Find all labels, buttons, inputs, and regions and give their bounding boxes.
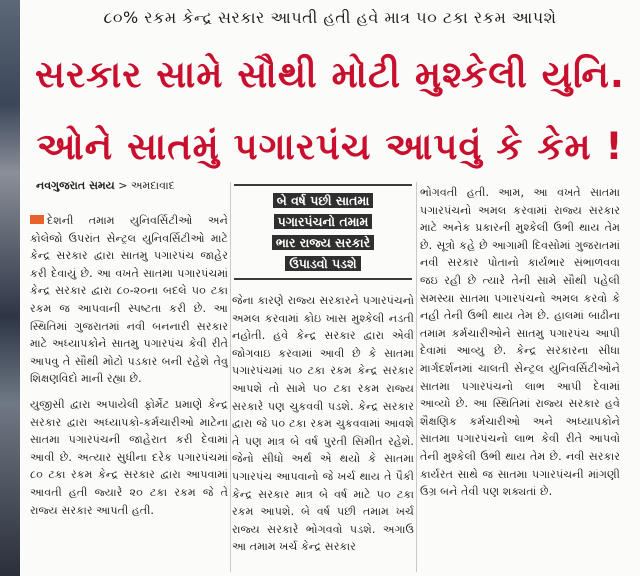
paragraph: યુજીસી દ્વારા અપાયેલી ફોર્મેટ પ્રમાણે કેન્દ્ર સરકાર દ્વારા અધ્યાપકો-કર્મચારીઓ માટેના સાતમા પગારપંચની જાહેરાત કરી દેવામાં આવી છે. અત્યાર સુધીના દરેક પગારપંચમાં ૮૦ ટકા રકમ કેન્દ્ર સરકાર દ્વારા આપવામાં આવતી હતી જ્યારે ૨૦ ટકા રકમ જે તે રાજ્ય સરકાર આપતી હતી.	[30, 397, 228, 517]
kicker-line: ૮૦% રકમ કેન્દ્ર સરકાર આપતી હતી હવે માત્ર ૫૦ ટકા રકમ આપશે	[103, 8, 557, 27]
pull-quote	[234, 184, 412, 280]
paragraph: દેશની તમામ યુનિવર્સિટીઓ અને કોલેજો ઉપરાંત સેન્ટ્રલ યુનિવર્સિટીઓ માટે કેન્દ્ર સરકાર દ્વારા સાતમુ પગારપંચ જાહેર કરી દેવાયું છે. આ વખતે સાતમા પગારપંચમાં કેન્દ્ર સરકાર દ્વારા ૮૦-૨૦ના બદલે ૫૦ ટકા રકમ જ આપવાની સ્પષ્ટતા કરી છે. આ સ્થિતિમાં ગુજરાતમાં નવી બનનારી સરકાર માટે અધ્યાપકોને સાતમુ પગારપંચ કેવી રીતે આપવુ તે સૌથી મોટો પડકાર બની રહેશે તેવુ શિક્ષણવિદો માની રહ્યા છે.	[30, 214, 228, 386]
column-divider	[416, 182, 417, 572]
byline-separator: >	[118, 179, 128, 192]
pull-quote-line: ભાર રાજ્ય સરકારે	[272, 235, 374, 250]
headline-line-2: ઓને સાતમું પગારપંચ આપવું કે કેમ !	[36, 125, 624, 168]
pull-quote-line: પગારપંચનો તમામ	[274, 214, 373, 229]
column-divider	[230, 182, 231, 572]
paragraph: ભોગવતી હતી. આમ, આ વખતે સાતમા પગારપંચનો અમલ કરવામાં રાજ્ય સરકાર માટે અનેક પ્રકારની મુશ્કેલી ઉભી થાય તેમ છે. સૂત્રો કહે છે આગામી દિવસોમાં ગુજરાતમાં નવી સરકાર પોતાનો કાર્યભાર સંભાળવવા જઇ રહી છે ત્યારે તેની સામે સૌથી પહેલી સમસ્યા સાતમા પગારપંચનો અમલ કરવો કે નહી તેની ઉભી થાય તેમ છે. હાલમાં બાઢીના તમામ કર્મચારીઓને સાતમુ પગારપંચ આપી દેવામાં આવ્યુ છે. કેન્દ્ર સરકારના સીધા માર્ગદર્શનમાં ચાલતી સેન્ટ્રલ યુનિવર્સિટીઓને સાતમા પગારપંચનો લાભ આપી દેવામાં આવ્યો છે. આ સ્થિતિમાં રાજ્ય સરકાર હવે શૈક્ષણિક કર્મચારીઓ અને અધ્યાપકોને સાતમા પગારપંચનો લાભ કેવી રીતે આપવો તેની મુશ્કેલી ઉભી થાય તેમ છે. નવી સરકાર કાર્યરત સાથે જ સાતમા પગારપંચની માંગણી ઉગ્ર બને તેવી પણ શક્યતાં છે.	[420, 186, 620, 499]
column-3	[420, 184, 620, 576]
pull-quote-line: બે વર્ષ પછી સાતમા	[273, 193, 374, 208]
paragraph-marker-icon	[30, 215, 44, 224]
headline-line-1: સરકાર સામે સૌથી મોટી મુશ્કેલી યુનિ.	[34, 53, 625, 96]
pull-quote-line: ઉપાડવો પડશે	[285, 256, 360, 271]
paragraph: જેના કારણે રાજ્ય સરકારને પગારપંચનો અમલ કરવામાં કોઇ ખાસ મુશ્કેલી નડતી નહોતી. હવે કેન્દ્ર સરકાર દ્વારા એવી જોગવાઇ કરવામાં આવી છે કે સાતમા પગારપંચમાં ૫૦ ટકા રકમ કેન્દ્ર સરકાર આપશે તો સામે ૫૦ ટકા રકમ રાજ્ય સરકારે પણ ચુકવવી પડશે. કેન્દ્ર સરકાર દ્વારા જે ૫૦ ટકા રકમ ચુકવવામાં આવશે તે પણ માત્ર બે વર્ષ પુરતી સિમીત રહેશે. જેનો સીધો અર્થ એ થયો કે સાતમા પગારપંચ આપવાનો જે ખર્ચ થાય તે પૈકી કેન્દ્ર સરકાર માત્ર બે વર્ષ માટે ૫૦ ટકા રકમ આપશે. બે વર્ષ પછી તમામ ખર્ચ રાજ્ય સરકારે ભોગવવો પડશે. અગાઉ આ તમામ ખર્ચ કેન્દ્ર સરકાર	[232, 294, 414, 554]
column-2	[232, 292, 414, 576]
byline-city: અમદાવાદ	[130, 179, 175, 192]
photo-edge	[0, 0, 20, 576]
column-1	[30, 212, 228, 576]
byline-source: નવગુજરાત સમય	[36, 179, 115, 192]
byline	[36, 178, 175, 194]
